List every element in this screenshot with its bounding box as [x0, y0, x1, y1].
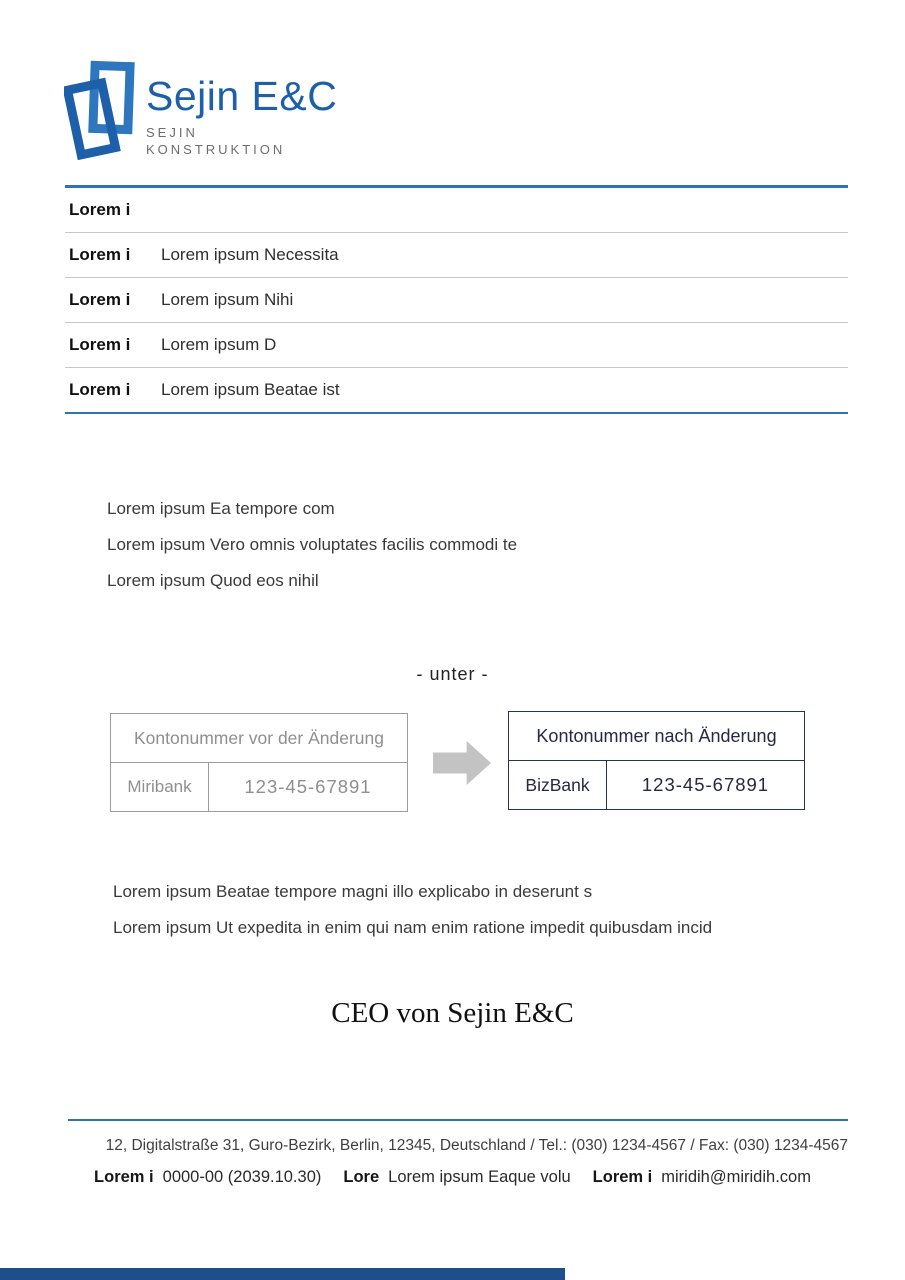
row-label: Lorem i — [69, 380, 131, 399]
paragraph-line: Lorem ipsum Ut expedita in enim qui nam enim ratione impedit quibusdam incid — [113, 918, 713, 937]
account-after-number: 123-45-67891 — [641, 774, 770, 795]
paragraph-line: Lorem ipsum Beatae tempore magni illo explicabo in deserunt s — [113, 882, 593, 901]
account-before-bank: Miribank — [111, 763, 209, 811]
account-before-body — [111, 763, 407, 811]
table-row — [65, 233, 848, 278]
footer-meta-label: Lorem i — [94, 1168, 154, 1186]
paragraph-closing — [113, 880, 712, 952]
company-name: Sejin E&C — [146, 73, 338, 119]
footer-meta-label: Lorem i — [592, 1168, 653, 1186]
section-heading: - unter - — [416, 664, 489, 684]
company-logo — [64, 60, 337, 160]
paragraph-line: Lorem ipsum Quod eos nihil — [107, 571, 319, 590]
account-before-number: 123-45-67891 — [244, 776, 372, 797]
logo-text — [146, 60, 337, 158]
info-table — [65, 185, 848, 414]
paragraph-line: Lorem ipsum Ea tempore com — [107, 499, 335, 518]
row-label: Lorem i — [69, 290, 131, 309]
footer-meta-value: Lorem ipsum Eaque volu — [388, 1168, 571, 1186]
signature-line: CEO von Sejin E&C — [331, 997, 574, 1029]
company-subtitle-line1: SEJIN — [146, 125, 198, 140]
account-after-bank: BizBank — [509, 761, 607, 809]
account-before-header: Kontonummer vor der Änderung — [111, 714, 407, 763]
table-row — [65, 188, 848, 233]
footer-meta-label: Lore — [343, 1168, 380, 1186]
table-row — [65, 278, 848, 323]
row-value: Lorem ipsum Necessita — [161, 245, 339, 264]
table-row — [65, 323, 848, 368]
footer-address: 12, Digitalstraße 31, Guro-Bezirk, Berlin, 12345, Deutschland / Tel.: (030) 1234-4567 / Fax: (030) 1234-4567 — [105, 1137, 848, 1154]
paragraph-intro — [107, 497, 517, 605]
company-subtitle — [146, 124, 337, 158]
row-value: Lorem ipsum Nihi — [161, 290, 294, 309]
logo-windows-icon — [64, 60, 138, 160]
row-label: Lorem i — [69, 200, 131, 219]
right-arrow-icon — [433, 741, 491, 785]
bottom-accent-bar — [0, 1268, 565, 1280]
company-subtitle-line2: KONSTRUKTION — [146, 142, 286, 157]
account-after-header: Kontonummer nach Änderung — [509, 712, 804, 761]
footer-divider — [68, 1119, 848, 1121]
row-value: Lorem ipsum Beatae ist — [161, 380, 340, 399]
footer-email: miridih@miridih.com — [661, 1168, 811, 1186]
account-before-box — [110, 713, 408, 812]
footer-meta-value: 0000-00 (2039.10.30) — [162, 1168, 322, 1186]
row-value: Lorem ipsum D — [161, 335, 277, 354]
row-label: Lorem i — [69, 335, 131, 354]
row-label: Lorem i — [69, 245, 131, 264]
account-after-box — [508, 711, 805, 810]
account-after-body — [509, 761, 804, 809]
footer-meta — [0, 1168, 905, 1187]
paragraph-line: Lorem ipsum Vero omnis voluptates facilis commodi te — [107, 535, 518, 554]
table-row — [65, 368, 848, 412]
